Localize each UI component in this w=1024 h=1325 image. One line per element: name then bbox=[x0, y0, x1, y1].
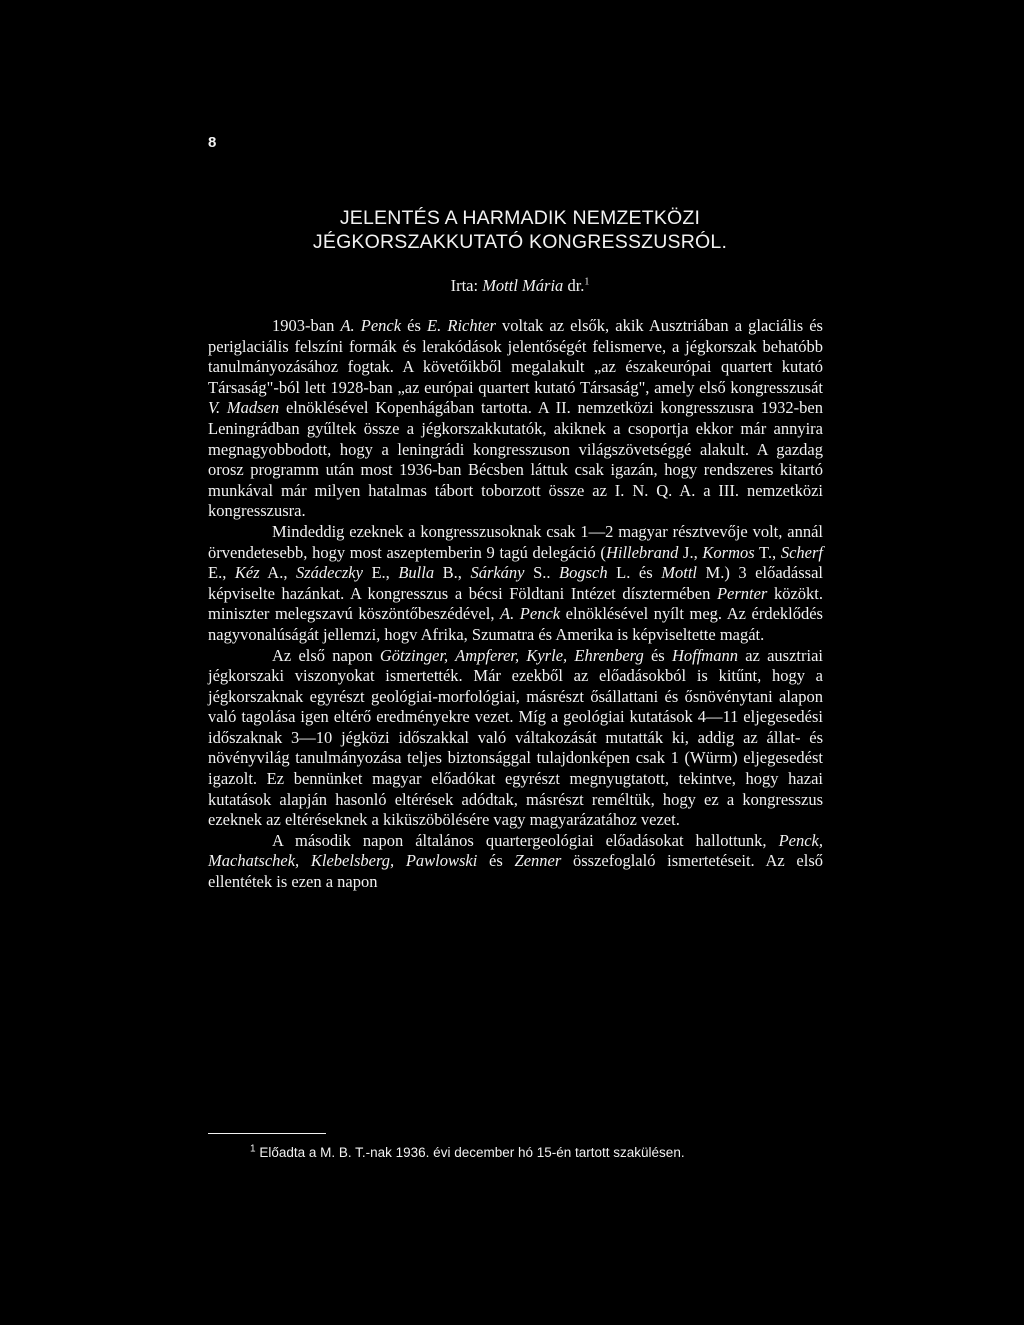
person-name: A. Penck bbox=[340, 316, 402, 335]
person-name: Szádeczky bbox=[296, 563, 363, 583]
person-name: Sárkány bbox=[470, 563, 525, 583]
person-name: Mottl bbox=[661, 563, 697, 583]
author-name: Mottl Mária bbox=[482, 276, 564, 295]
person-name: Bulla bbox=[398, 563, 435, 583]
footnote-reference: 1 bbox=[584, 276, 590, 288]
person-name: Hillebrand bbox=[605, 542, 679, 562]
paragraph: A második napon általános quartergeológiai előadásokat hallottunk, Penck, Machatschek, Klebelsberg, Pawlowski és Zenner összefoglaló ismertetéseit. Az első ellentétek is ezen a napon bbox=[208, 830, 823, 892]
page-number: 8 bbox=[208, 134, 217, 151]
title-line: JÉGKORSZAKKUTATÓ KONGRESSZUSRÓL. bbox=[312, 231, 728, 253]
person-name: Penck, Machatschek, Klebelsberg, Pawlowski bbox=[208, 830, 823, 871]
person-name: Kéz bbox=[234, 563, 260, 583]
paragraph: 1903-ban A. Penck és E. Richter voltak az elsők, akik Ausztriában a glaciális és periglaciális felszíni formák és lerakódások jelentőségét felismerve, a jégkorszak behatóbb tanulmányozásához fogtak. A követőikből megalakult „az északeurópai quartert kutató Társaság"-ból lett 1928-ban „az európai quartert kutató Társaság", amely első kongresszusát V. Madsen elnöklésével Kopenhágában tartotta. A II. nemzetközi kongresszusra 1932-ben Leningrádban gyűltek össze a jégkorszakkutatók, akiknek a csoportja ekkor már annyira megnagyobbodott, hogy a leningrádi kongresszuson világszövetséggé alakult. A gazdag orosz programm után most 1936-ban Bécsben láttuk csak igazán, hogy rendszeres kitartó munkával már milyen hatalmas tábort toborzott össze az I. N. Q. A. a III. nemzetközi kongresszusra. bbox=[208, 316, 823, 521]
person-name: A. Penck bbox=[500, 604, 561, 624]
author-prefix: Irta: bbox=[450, 276, 479, 295]
person-name: Zenner bbox=[514, 851, 562, 871]
person-name: Hoffmann bbox=[671, 645, 738, 665]
person-name: Götzinger, Ampferer, Kyrle, Ehrenberg bbox=[379, 645, 644, 665]
footnote bbox=[250, 1144, 685, 1162]
paragraph: Mindeddig ezeknek a kongresszusoknak csak 1—2 magyar résztvevője volt, annál örvendetesebb, hogy most aszeptemberin 9 tagú delegáció (Hillebrand J., Kormos T., Scherf E., Kéz A., Szádeczky E., Bulla B., Sárkány S.. Bogsch L. és Mottl M.) 3 előadással képviselte hazánkat. A kongresszus a bécsi Földtani Intézet dísztermében Pernter közökt. miniszter melegszavú köszöntőbeszédével, A. Penck elnöklésével nyílt meg. Az érdeklődés nagyvonalúságát jellemzi, hogv Afrika, Szumatra és Amerika is képviseltette magát. bbox=[208, 521, 823, 644]
person-name: Scherf bbox=[780, 542, 823, 562]
author-line bbox=[200, 276, 840, 296]
footnote-mark: 1 bbox=[250, 1143, 256, 1155]
person-name: E. Richter bbox=[427, 316, 496, 335]
article-body bbox=[208, 316, 823, 893]
person-name: Bogsch bbox=[559, 563, 608, 583]
author-suffix: dr. bbox=[567, 276, 585, 295]
footnote-divider bbox=[208, 1133, 326, 1134]
document-title bbox=[200, 206, 840, 254]
person-name: Pernter bbox=[716, 583, 768, 603]
paragraph: Az első napon Götzinger, Ampferer, Kyrle, Ehrenberg és Hoffmann az ausztriai jégkorszaki viszonyokat ismertették. Már ezekből az előadásokból is kitűnt, hogy a jégkorszaknak egyrészt geológiai-morfológiai, másrészt ősállattani és ősnövénytani alapon való tagolása igen eltérő eredményekre vezet. Míg a geológiai kutatások 4—11 eljegesedési időszaknak 3—10 jégközi időszakkal való váltakozását mutatták ki, addig az állat- és növényvilág tanulmányozása teljes biztonsággal tulajdonképen csak 1 (Würm) eljegesedést igazolt. Ez bennünket magyar előadókat egyrészt megnyugtatott, tekintve, hogy hazai kutatások alapján hasonló eltérések adódtak, másrészt reméltük, hogy ez a kongresszus ezeknek az eltéréseknek a kiküszöbölésére vagy magyarázatához vezet. bbox=[208, 645, 823, 830]
person-name: V. Madsen bbox=[208, 398, 280, 418]
footnote-text: Előadta a M. B. T.-nak 1936. évi december hó 15-én tartott szakülésen. bbox=[259, 1145, 685, 1160]
title-line: JELENTÉS A HARMADIK NEMZETKÖZI bbox=[339, 207, 701, 229]
person-name: Kormos bbox=[702, 542, 755, 562]
